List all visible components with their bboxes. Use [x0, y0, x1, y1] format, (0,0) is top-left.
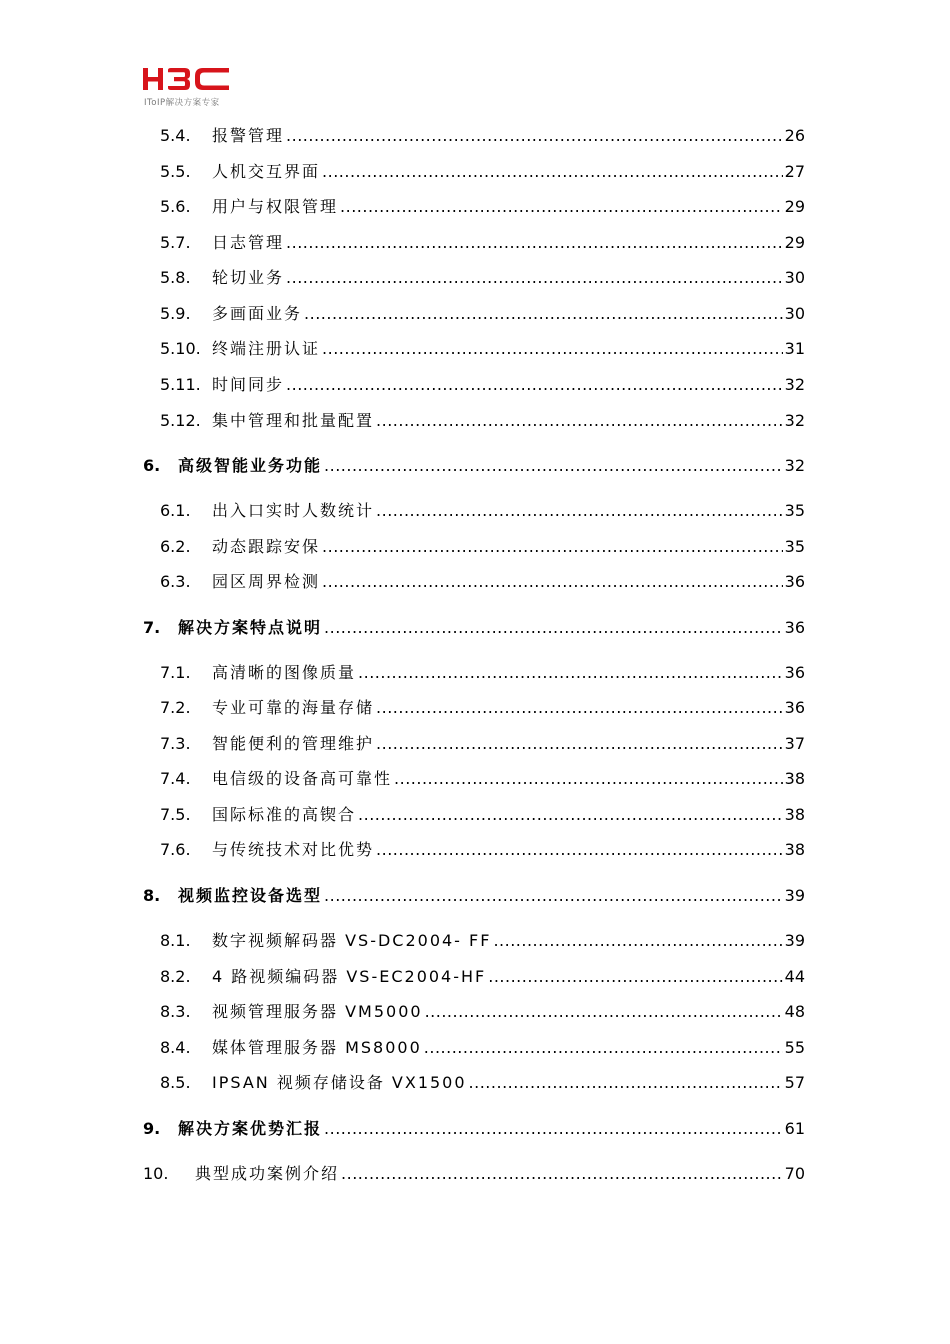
toc-entry-page: 57 — [784, 1073, 805, 1092]
toc-entry-number: 5.10. — [160, 339, 201, 358]
toc-entry-page: 36 — [784, 572, 805, 591]
toc-entry-number: 7.5. — [160, 805, 191, 824]
toc-entry[interactable] — [160, 233, 805, 253]
toc-entry[interactable] — [160, 411, 805, 431]
toc-dot-leader — [286, 375, 783, 395]
toc-entry-number: 6.1. — [160, 501, 191, 520]
toc-entry-page: 39 — [784, 886, 805, 905]
toc-entry-number: 7.1. — [160, 663, 191, 682]
toc-entry[interactable] — [160, 663, 805, 683]
toc-entry-number: 5.8. — [160, 268, 191, 287]
toc-entry-page: 55 — [784, 1038, 805, 1057]
toc-entry[interactable] — [160, 931, 805, 951]
toc-entry-page: 38 — [784, 840, 805, 859]
toc-entry[interactable] — [160, 840, 805, 860]
toc-entry-number: 8.2. — [160, 967, 191, 986]
toc-dot-leader — [286, 126, 783, 146]
toc-entry-title: 时间同步 — [212, 375, 285, 394]
toc-dot-leader — [376, 840, 783, 860]
toc-dot-leader — [324, 456, 783, 476]
toc-dot-leader — [376, 734, 783, 754]
toc-dot-leader — [488, 967, 782, 987]
toc-entry-number: 5.6. — [160, 197, 191, 216]
toc-entry-title: 解决方案优势汇报 — [178, 1119, 323, 1138]
toc-entry-page: 30 — [784, 304, 805, 323]
toc-entry-page: 44 — [784, 967, 805, 986]
toc-dot-leader — [324, 1119, 783, 1139]
toc-entry[interactable] — [160, 268, 805, 288]
toc-entry-title: 多画面业务 — [212, 304, 303, 323]
toc-dot-leader — [322, 572, 783, 592]
toc-entry-number: 7.2. — [160, 698, 191, 717]
h3c-logo-mark — [143, 66, 233, 94]
toc-entry-title: IPSAN 视频存储设备 VX1500 — [212, 1073, 467, 1092]
toc-entry-page: 39 — [784, 931, 805, 950]
toc-dot-leader — [425, 1002, 783, 1022]
toc-entry[interactable] — [143, 886, 805, 906]
toc-entry[interactable] — [143, 1164, 805, 1184]
toc-entry[interactable] — [160, 1002, 805, 1022]
toc-entry-title: 动态跟踪安保 — [212, 537, 321, 556]
toc-entry-title: 视频管理服务器 VM5000 — [212, 1002, 423, 1021]
toc-entry-title: 专业可靠的海量存储 — [212, 698, 375, 717]
toc-entry-number: 6. — [143, 456, 161, 475]
toc-entry-number: 5.9. — [160, 304, 191, 323]
toc-entry[interactable] — [160, 339, 805, 359]
toc-entry-number: 5.5. — [160, 162, 191, 181]
toc-entry-number: 7.3. — [160, 734, 191, 753]
toc-entry-title: 人机交互界面 — [212, 162, 321, 181]
toc-entry-number: 8.5. — [160, 1073, 191, 1092]
toc-dot-leader — [424, 1038, 783, 1058]
toc-entry[interactable] — [160, 126, 805, 146]
toc-entry-number: 8.3. — [160, 1002, 191, 1021]
toc-entry-title: 电信级的设备高可靠性 — [212, 769, 393, 788]
toc-entry-page: 38 — [784, 805, 805, 824]
toc-entry[interactable] — [143, 618, 805, 638]
toc-entry-title: 视频监控设备选型 — [178, 886, 323, 905]
toc-entry-page: 29 — [784, 197, 805, 216]
toc-dot-leader — [376, 698, 783, 718]
toc-dot-leader — [493, 931, 782, 951]
toc-entry-page: 32 — [784, 456, 805, 475]
toc-entry-title: 集中管理和批量配置 — [212, 411, 375, 430]
toc-entry-title: 终端注册认证 — [212, 339, 321, 358]
toc-entry[interactable] — [143, 456, 805, 476]
toc-entry-title: 媒体管理服务器 MS8000 — [212, 1038, 422, 1057]
toc-entry[interactable] — [160, 734, 805, 754]
toc-dot-leader — [322, 162, 783, 182]
toc-entry-number: 5.12. — [160, 411, 201, 430]
toc-dot-leader — [358, 805, 783, 825]
toc-entry[interactable] — [160, 572, 805, 592]
toc-entry-title: 高级智能业务功能 — [178, 456, 323, 475]
toc-entry-number: 7.4. — [160, 769, 191, 788]
h3c-logo — [143, 66, 235, 108]
toc-dot-leader — [304, 304, 783, 324]
toc-entry-number: 7.6. — [160, 840, 191, 859]
toc-dot-leader — [286, 268, 783, 288]
toc-entry-title: 报警管理 — [212, 126, 285, 145]
toc-entry-title: 数字视频解码器 VS-DC2004- FF — [212, 931, 492, 950]
toc-entry-title: 园区周界检测 — [212, 572, 321, 591]
toc-entry-number: 6.2. — [160, 537, 191, 556]
toc-entry[interactable] — [160, 501, 805, 521]
toc-entry-title: 4 路视频编码器 VS-EC2004-HF — [212, 967, 487, 986]
toc-entry-title: 典型成功案例介绍 — [195, 1164, 340, 1183]
toc-entry-page: 29 — [784, 233, 805, 252]
toc-entry[interactable] — [160, 162, 805, 182]
toc-entry-number: 8. — [143, 886, 161, 905]
toc-entry[interactable] — [160, 805, 805, 825]
toc-entry-page: 31 — [784, 339, 805, 358]
toc-entry-number: 6.3. — [160, 572, 191, 591]
toc-entry-title: 用户与权限管理 — [212, 197, 339, 216]
toc-entry[interactable] — [143, 1119, 805, 1139]
toc-entry-title: 国际标准的高锲合 — [212, 805, 357, 824]
toc-entry[interactable] — [160, 537, 805, 557]
toc-entry-page: 37 — [784, 734, 805, 753]
toc-entry-title: 智能便利的管理维护 — [212, 734, 375, 753]
toc-entry-page: 35 — [784, 537, 805, 556]
toc-entry-number: 5.7. — [160, 233, 191, 252]
toc-entry[interactable] — [160, 769, 805, 789]
toc-entry-number: 5.4. — [160, 126, 191, 145]
toc-dot-leader — [341, 1164, 783, 1184]
toc-dot-leader — [324, 618, 783, 638]
toc-entry-number: 8.4. — [160, 1038, 191, 1057]
toc-entry[interactable] — [160, 1038, 805, 1058]
toc-entry-page: 32 — [784, 411, 805, 430]
toc-entry[interactable] — [160, 1073, 805, 1093]
toc-dot-leader — [376, 411, 783, 431]
toc-dot-leader — [322, 537, 783, 557]
toc-entry-page: 38 — [784, 769, 805, 788]
toc-entry-title: 日志管理 — [212, 233, 285, 252]
toc-dot-leader — [376, 501, 783, 521]
toc-dot-leader — [286, 233, 783, 253]
toc-entry-page: 48 — [784, 1002, 805, 1021]
toc-entry-title: 出入口实时人数统计 — [212, 501, 375, 520]
toc-entry-number: 7. — [143, 618, 161, 637]
toc-entry-page: 70 — [784, 1164, 805, 1183]
toc-entry-page: 61 — [784, 1119, 805, 1138]
toc-entry-page: 36 — [784, 663, 805, 682]
logo-tagline: IToIP解决方案专家 — [144, 98, 220, 108]
toc-entry[interactable] — [160, 967, 805, 987]
toc-entry[interactable] — [160, 698, 805, 718]
toc-entry-title: 与传统技术对比优势 — [212, 840, 375, 859]
toc-entry[interactable] — [160, 375, 805, 395]
toc-entry-page: 36 — [784, 618, 805, 637]
toc-entry-number: 10. — [143, 1164, 169, 1183]
toc-entry-title: 解决方案特点说明 — [178, 618, 323, 637]
toc-entry-page: 35 — [784, 501, 805, 520]
toc-entry-page: 26 — [784, 126, 805, 145]
toc-entry-page: 27 — [784, 162, 805, 181]
toc-entry[interactable] — [160, 304, 805, 324]
toc-dot-leader — [340, 197, 783, 217]
toc-dot-leader — [394, 769, 783, 789]
toc-dot-leader — [469, 1073, 783, 1093]
toc-entry-page: 36 — [784, 698, 805, 717]
toc-entry-number: 8.1. — [160, 931, 191, 950]
toc-entry-page: 30 — [784, 268, 805, 287]
toc-entry-title: 高清晰的图像质量 — [212, 663, 357, 682]
toc-entry-number: 9. — [143, 1119, 161, 1138]
toc-entry-page: 32 — [784, 375, 805, 394]
toc-dot-leader — [324, 886, 783, 906]
toc-dot-leader — [358, 663, 783, 683]
toc-entry[interactable] — [160, 197, 805, 217]
toc-dot-leader — [322, 339, 783, 359]
toc-entry-title: 轮切业务 — [212, 268, 285, 287]
toc-entry-number: 5.11. — [160, 375, 201, 394]
